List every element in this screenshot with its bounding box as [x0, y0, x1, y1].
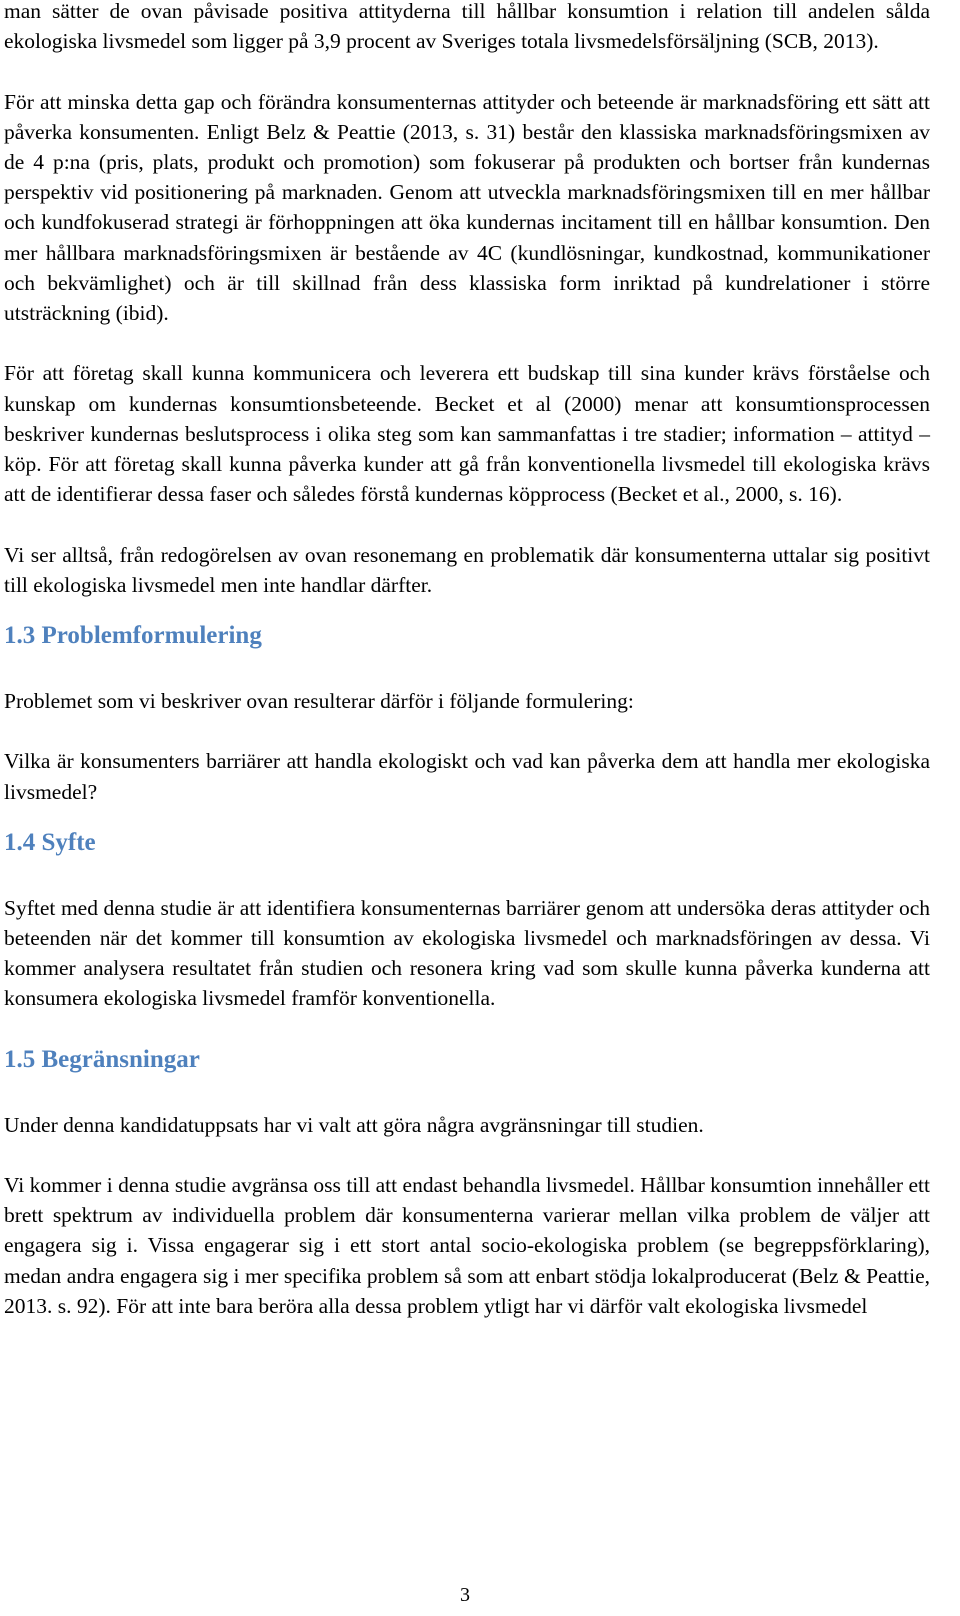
section-heading-syfte: 1.4 Syfte — [4, 828, 96, 856]
paragraph: Under denna kandidatuppsats har vi valt att göra några avgränsningar till studien. — [4, 1112, 704, 1137]
document-page — [4, 0, 930, 1321]
page-number: 3 — [460, 1584, 470, 1606]
paragraph: För att minska detta gap och förändra konsumenternas attityder och beteende är marknadsföring ett sätt att påverka konsumenten. Enligt Belz & Peattie (2013, s. 31) består den klassiska marknadsföringsmixen av de 4 p:na (pris, plats, produkt och promotion) som fokuserar på produkten och bortser från kundernas perspektiv vid positionering på marknaden. Genom att utveckla marknadsföringsmixen till en mer hållbar och kundfokuserad strategi är förhoppningen att öka kundernas incitament till en hållbar konsumtion. Den mer hållbara marknadsföringsmixen är bestående av 4C (kundlösningar, kundkostnad, kommunikationer och bekvämlighet) och är till skillnad från dess klassiska form inriktad på kundrelationer i större utsträckning (ibid). — [4, 89, 930, 326]
section-heading-begransningar: 1.5 Begränsningar — [4, 1045, 200, 1073]
paragraph: Vi ser alltså, från redogörelsen av ovan resonemang en problematik där konsumenterna uttalar sig positivt till ekologiska livsmedel men inte handlar därfter. — [4, 542, 930, 597]
paragraph: Syftet med denna studie är att identifiera konsumenternas barriärer genom att undersöka deras attityder och beteenden när det kommer till konsumtion av ekologiska livsmedel och marknadsföringen av dessa. Vi kommer analysera resultatet från studien och resonera kring vad som skulle kunna påverka kunderna att konsumera ekologiska livsmedel framför konventionella. — [4, 895, 930, 1011]
paragraph: Vi kommer i denna studie avgränsa oss till att endast behandla livsmedel. Hållbar konsumtion innehåller ett brett spektrum av individuella problem där konsumenterna varierar mellan vilka problem de väljer att engagera sig i. Vissa engagerar sig i ett stort antal socio-ekologiska problem (se begreppsförklaring), medan andra engagera sig i mer specifika problem så som att enbart stödja lokalproducerat (Belz & Peattie, 2013. s. 92). För att inte bara beröra alla dessa problem ytligt har vi därför valt ekologiska livsmedel — [4, 1173, 930, 1318]
paragraph: Problemet som vi beskriver ovan resulterar därför i följande formulering: — [4, 689, 634, 714]
paragraph: För att företag skall kunna kommunicera och leverera ett budskap till sina kunder krävs förståelse och kunskap om kundernas konsumtionsbeteende. Becket et al (2000) menar att konsumtionsprocessen beskriver kundernas beslutsprocess i olika steg som kan sammanfattas i tre stadier; information – attityd – köp. För att företag skall kunna påverka kunder att gå från konventionella livsmedel till ekologiska krävs att de identifierar dessa faser och således förstå kundernas köpprocess (Becket et al., 2000, s. 16). — [4, 361, 930, 507]
research-question: Vilka är konsumenters barriärer att handla ekologiskt och vad kan påverka dem att handla mer ekologiska livsmedel? — [4, 749, 930, 804]
paragraph: man sätter de ovan påvisade positiva attityderna till hållbar konsumtion i relation till andelen sålda ekologiska livsmedel som ligger på 3,9 procent av Sveriges totala livsmedelsförsäljning (SCB, 2013). — [4, 0, 930, 54]
section-heading-problemformulering: 1.3 Problemformulering — [4, 622, 262, 650]
